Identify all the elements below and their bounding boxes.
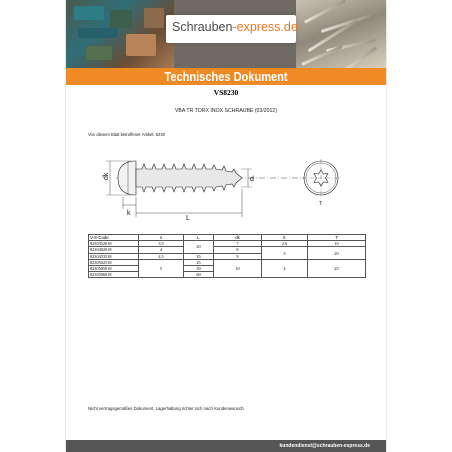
header-banner [66,0,386,68]
k-cell: 3 [262,247,308,259]
k-cell: 2.6 [262,241,308,247]
l-cell: 25 [184,259,214,265]
l-cell: 50 [184,266,214,272]
article-note: Von diesem Blatt betroffener Artikel: 8230 [88,132,165,137]
label-l: L [186,215,190,222]
logo-domain: -express.de [232,20,298,34]
document-code: VS8230 [213,88,239,97]
column-header: dk [214,235,262,241]
title-bar [66,68,386,85]
label-dk: dk [103,172,110,180]
document-page [66,0,386,452]
dk-cell: 8 [214,247,262,253]
label-t: T [319,201,323,207]
dk-cell: 7 [214,241,262,247]
column-header: T [308,235,366,241]
footer-bar [66,440,386,452]
code-cell: 8230505018 [89,266,139,272]
label-k: k [127,210,131,217]
s-cell: 4.5 [139,253,184,259]
column-header: V-S-Code [89,235,139,241]
code-cell: 8230402018 [89,247,139,253]
specification-table [88,234,366,278]
s-cell: 3.5 [139,241,184,247]
s-cell: 5 [139,259,184,278]
column-header: L [184,235,214,241]
banner-photo-workshop [66,0,174,68]
k-cell: 4 [262,259,308,278]
banner-title: Technisches Dokument [164,69,288,84]
code-cell: 8230352018 [89,241,139,247]
disclaimer-note: Nicht vertragsgemäßes Dokument, Lagerhaltung richtet sich nach Kundenwunsch. [88,406,245,411]
banner-photo-screws [296,0,386,68]
company-logo [172,20,298,34]
code-cell: 8230506018 [89,272,139,278]
l-cell: 60 [184,272,214,278]
screw-technical-drawing [76,145,376,227]
contact-email-link[interactable]: kundendienst@schrauben-express.de [279,443,370,449]
t-cell: 25 [308,259,366,278]
s-cell: 4 [139,247,184,253]
label-d: d [250,176,254,183]
code-cell: 8230502518 [89,259,139,265]
dk-cell: 9 [214,253,262,259]
code-cell: 8230453518 [89,253,139,259]
document-subtitle: VBA TR TORX INOX SCHRAUBE (03/2012) [174,108,278,114]
l-cell: 35 [184,253,214,259]
l-cell: 20 [184,241,214,253]
column-header: k [262,235,308,241]
dk-cell: 10 [214,259,262,278]
logo-name: Schrauben [172,20,233,34]
t-cell: 20 [308,247,366,259]
column-header: s [139,235,184,241]
logo-box [166,15,296,43]
t-cell: 10 [308,241,366,247]
